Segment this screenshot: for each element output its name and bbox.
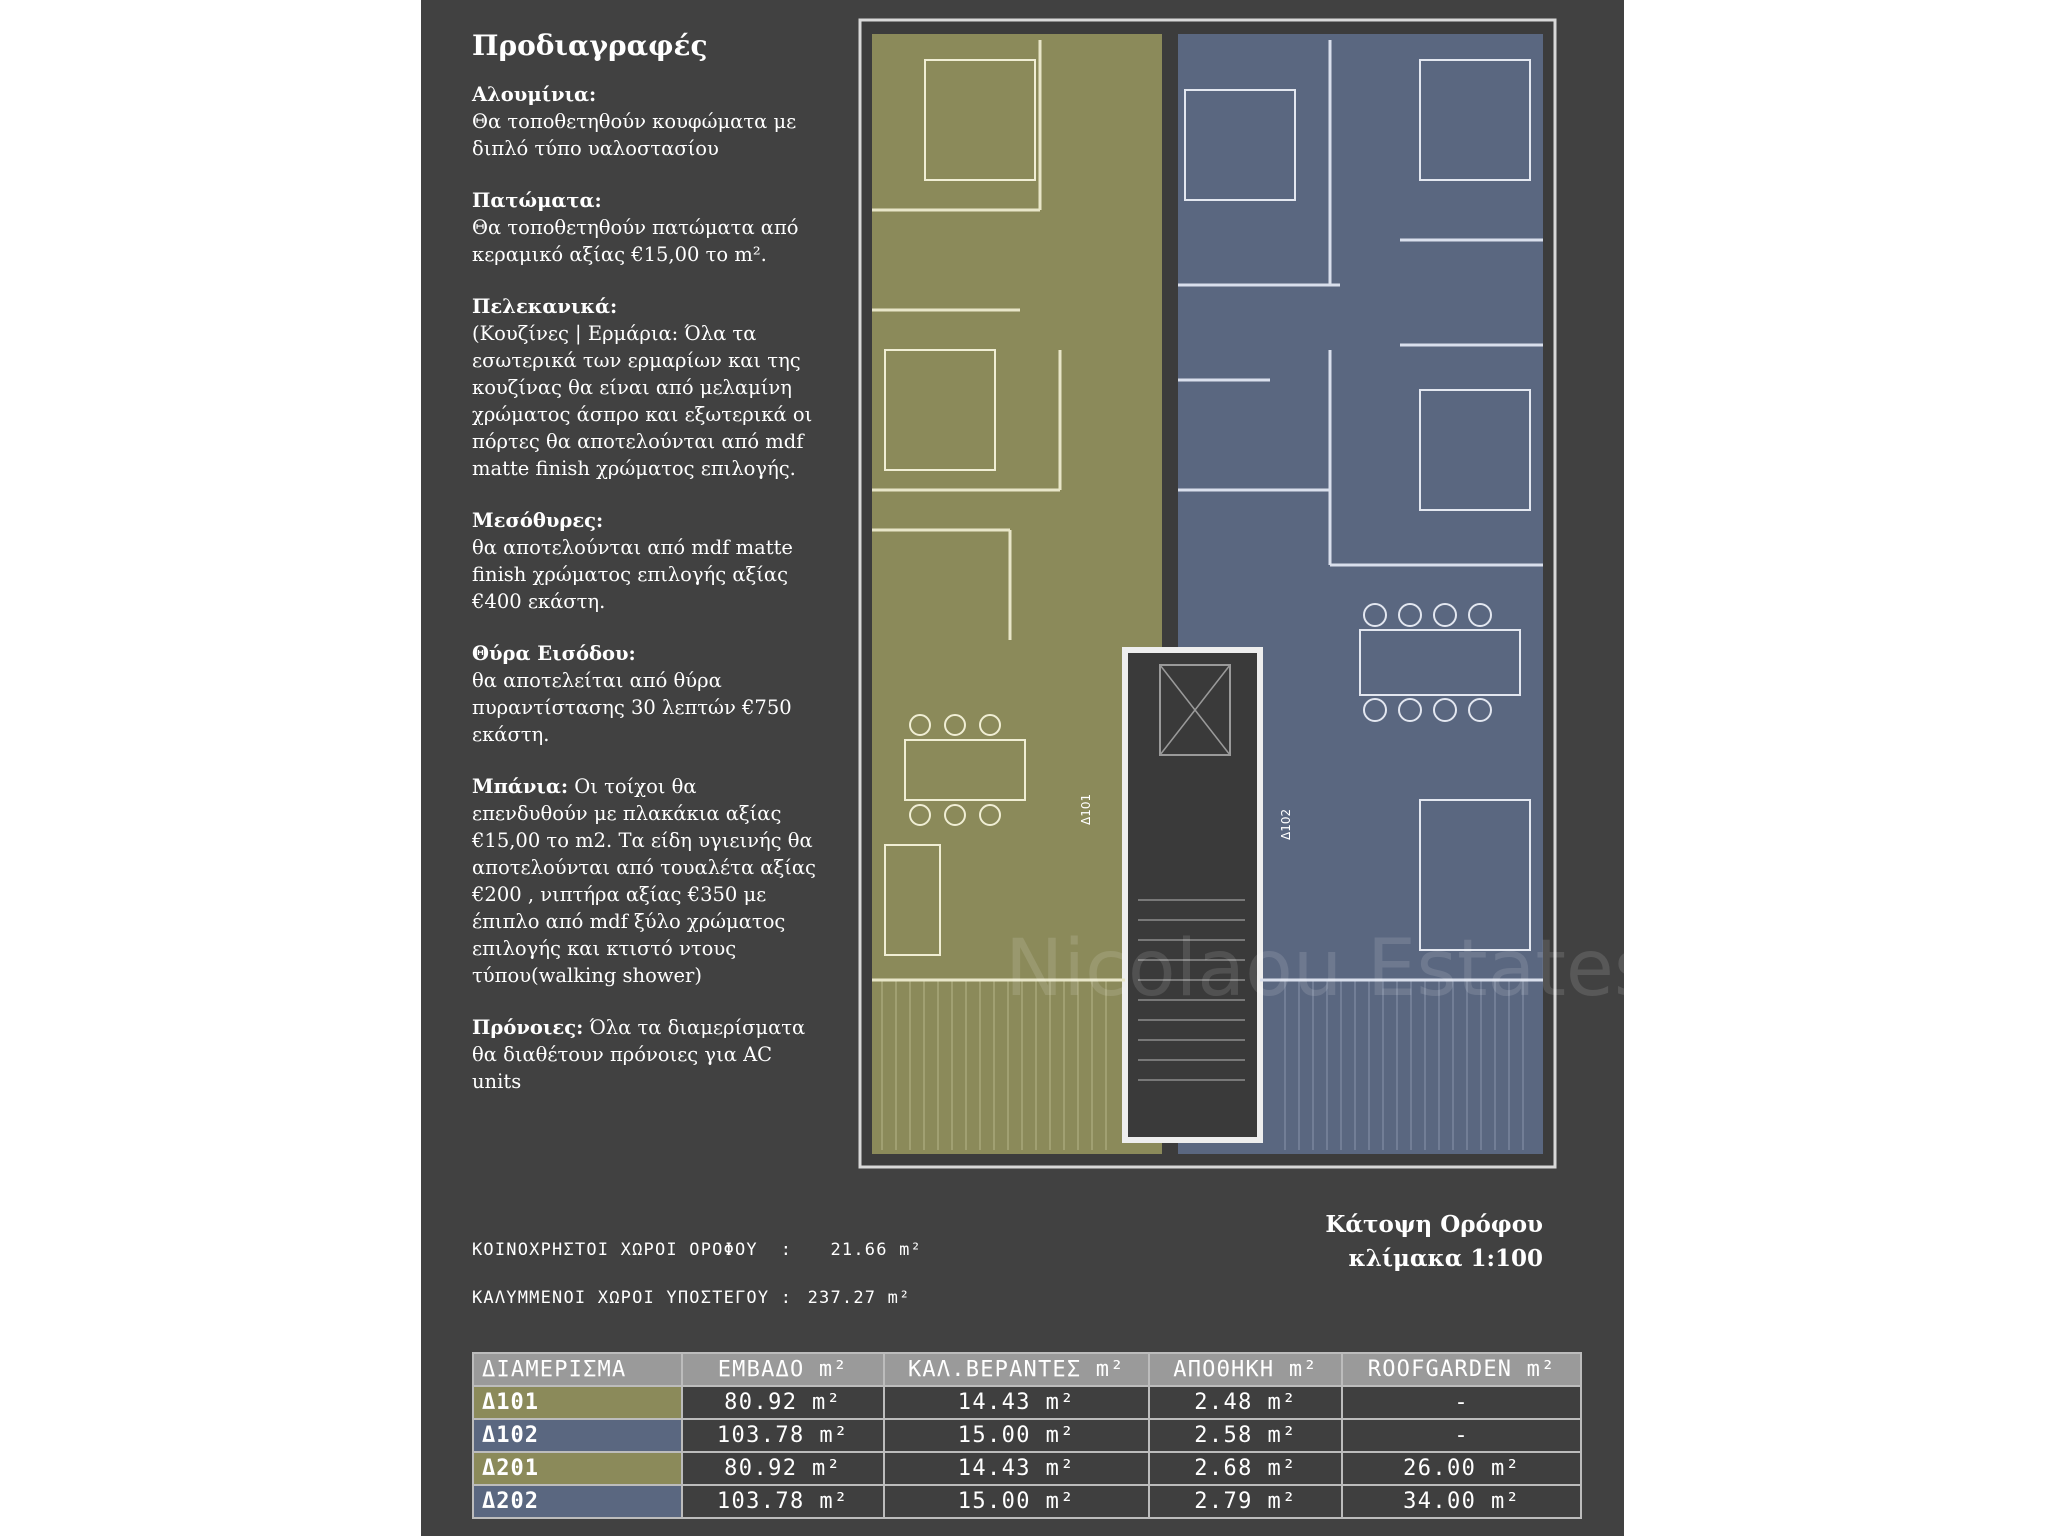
covered-area-row — [472, 1285, 922, 1333]
table-row — [473, 1452, 1581, 1485]
spec-text: (Κουζίνες | Ερμάρια: Όλα τα εσωτερικά των ερμαρίων και της κουζίνας θα είναι από μελαμίνη χρώματος άσπρο και εξωτερικά οι πόρτες θα αποτελούνται από mdf matte finish χρώματος επιλογής. — [472, 322, 813, 480]
spec-text: Θα τοποθετηθούν κουφώματα με διπλό τύπο υαλοστασίου — [472, 110, 797, 160]
roofgarden-cell: 34.00 m² — [1342, 1485, 1581, 1518]
veranda-cell: 14.43 m² — [884, 1386, 1149, 1419]
table-row — [473, 1386, 1581, 1419]
apartment-table — [472, 1352, 1582, 1519]
storage-cell: 2.68 m² — [1149, 1452, 1343, 1485]
area-cell: 80.92 m² — [682, 1452, 884, 1485]
veranda-cell: 14.43 m² — [884, 1452, 1149, 1485]
covered-area-value: 237.27 m² — [807, 1288, 911, 1308]
spec-interior-doors — [472, 507, 817, 615]
caption-scale: κλίμακα 1:100 — [1348, 1245, 1543, 1272]
spec-bathrooms — [472, 773, 817, 989]
covered-area-label: ΚΑΛΥΜΜΕΝΟΙ ΧΩΡΟΙ ΥΠΟΣΤΕΓΟΥ : — [472, 1288, 804, 1308]
spec-title: Πατώματα: — [472, 189, 602, 212]
header-apartment: ΔΙΑΜΕΡΙΣΜΑ — [473, 1353, 682, 1386]
spec-floors — [472, 187, 817, 268]
spec-title: Πελεκανικά: — [472, 295, 618, 318]
header-storage: ΑΠΟΘΗΚΗ m² — [1149, 1353, 1343, 1386]
veranda-cell: 15.00 m² — [884, 1419, 1149, 1452]
storage-cell: 2.48 m² — [1149, 1386, 1343, 1419]
floor-plan — [860, 20, 1655, 1167]
spec-text: Όλα τα διαμερίσματα θα διαθέτουν πρόνοιες για AC units — [472, 1016, 806, 1093]
spec-carpentry — [472, 293, 817, 482]
brochure-sheet — [421, 0, 1655, 1536]
spec-title: Πρόνοιες: — [472, 1016, 584, 1039]
spec-text: Θα τοποθετηθούν πατώματα από κεραμικό αξίας €15,00 το m². — [472, 216, 799, 266]
specifications-heading: Προδιαγραφές — [472, 29, 708, 62]
apartment-cell: Δ201 — [473, 1452, 682, 1485]
specifications-panel — [472, 26, 817, 1120]
veranda-cell: 15.00 m² — [884, 1485, 1149, 1518]
roofgarden-cell: - — [1342, 1386, 1581, 1419]
unit-label-right: Δ102 — [1279, 808, 1293, 840]
header-roofgarden: ROOFGARDEN m² — [1342, 1353, 1581, 1386]
watermark: Nicolaou Estates — [1005, 924, 1655, 1014]
storage-cell: 2.58 m² — [1149, 1419, 1343, 1452]
header-veranda: ΚΑΛ.ΒΕΡΑΝΤΕΣ m² — [884, 1353, 1149, 1386]
apartment-cell: Δ202 — [473, 1485, 682, 1518]
common-area-value: 21.66 m² — [830, 1240, 922, 1260]
spec-aluminium — [472, 81, 817, 162]
table-row — [473, 1485, 1581, 1518]
table-header-row — [473, 1353, 1581, 1386]
table-row — [473, 1419, 1581, 1452]
stair-core — [1125, 650, 1260, 1140]
spec-text: θα αποτελούνται από mdf matte finish χρώματος επιλογής αξίας €400 εκάστη. — [472, 536, 793, 613]
unit-label-left: Δ101 — [1079, 793, 1093, 825]
spec-title: Αλουμίνια: — [472, 83, 597, 106]
apartment-cell: Δ102 — [473, 1419, 682, 1452]
common-area-label: ΚΟΙΝΟΧΡΗΣΤΟΙ ΧΩΡΟΙ ΟΡΟΦΟΥ : — [472, 1240, 827, 1260]
spec-provisions — [472, 1014, 817, 1095]
roofgarden-cell: 26.00 m² — [1342, 1452, 1581, 1485]
spec-text: θα αποτελείται από θύρα πυραντίστασης 30 λεπτών €750 εκάστη. — [472, 669, 792, 746]
roofgarden-cell: - — [1342, 1419, 1581, 1452]
spec-entrance-door — [472, 640, 817, 748]
caption-title: Κάτοψη Ορόφου — [1325, 1211, 1543, 1238]
area-cell: 80.92 m² — [682, 1386, 884, 1419]
plan-caption — [1143, 1208, 1543, 1276]
area-cell: 103.78 m² — [682, 1485, 884, 1518]
spec-text: Οι τοίχοι θα επενδυθούν με πλακάκια αξίας €15,00 το m2. Τα είδη υγιεινής θα αποτελούνται από τουαλέτα αξίας €200 , νιπτήρα αξίας €350 με έπιπλο από mdf ξύλο χρώματος επιλογής και κτιστό ντους τύπου(walking shower) — [472, 775, 816, 987]
header-area: ΕΜΒΑΔΟ m² — [682, 1353, 884, 1386]
area-cell: 103.78 m² — [682, 1419, 884, 1452]
spec-title: Μεσόθυρες: — [472, 509, 604, 532]
common-area-row — [472, 1237, 922, 1285]
floor-plan-drawing — [860, 20, 1655, 1167]
spec-title: Μπάνια: — [472, 775, 569, 798]
area-summary — [472, 1237, 922, 1333]
storage-cell: 2.79 m² — [1149, 1485, 1343, 1518]
apartment-cell: Δ101 — [473, 1386, 682, 1419]
spec-title: Θύρα Εισόδου: — [472, 642, 636, 665]
